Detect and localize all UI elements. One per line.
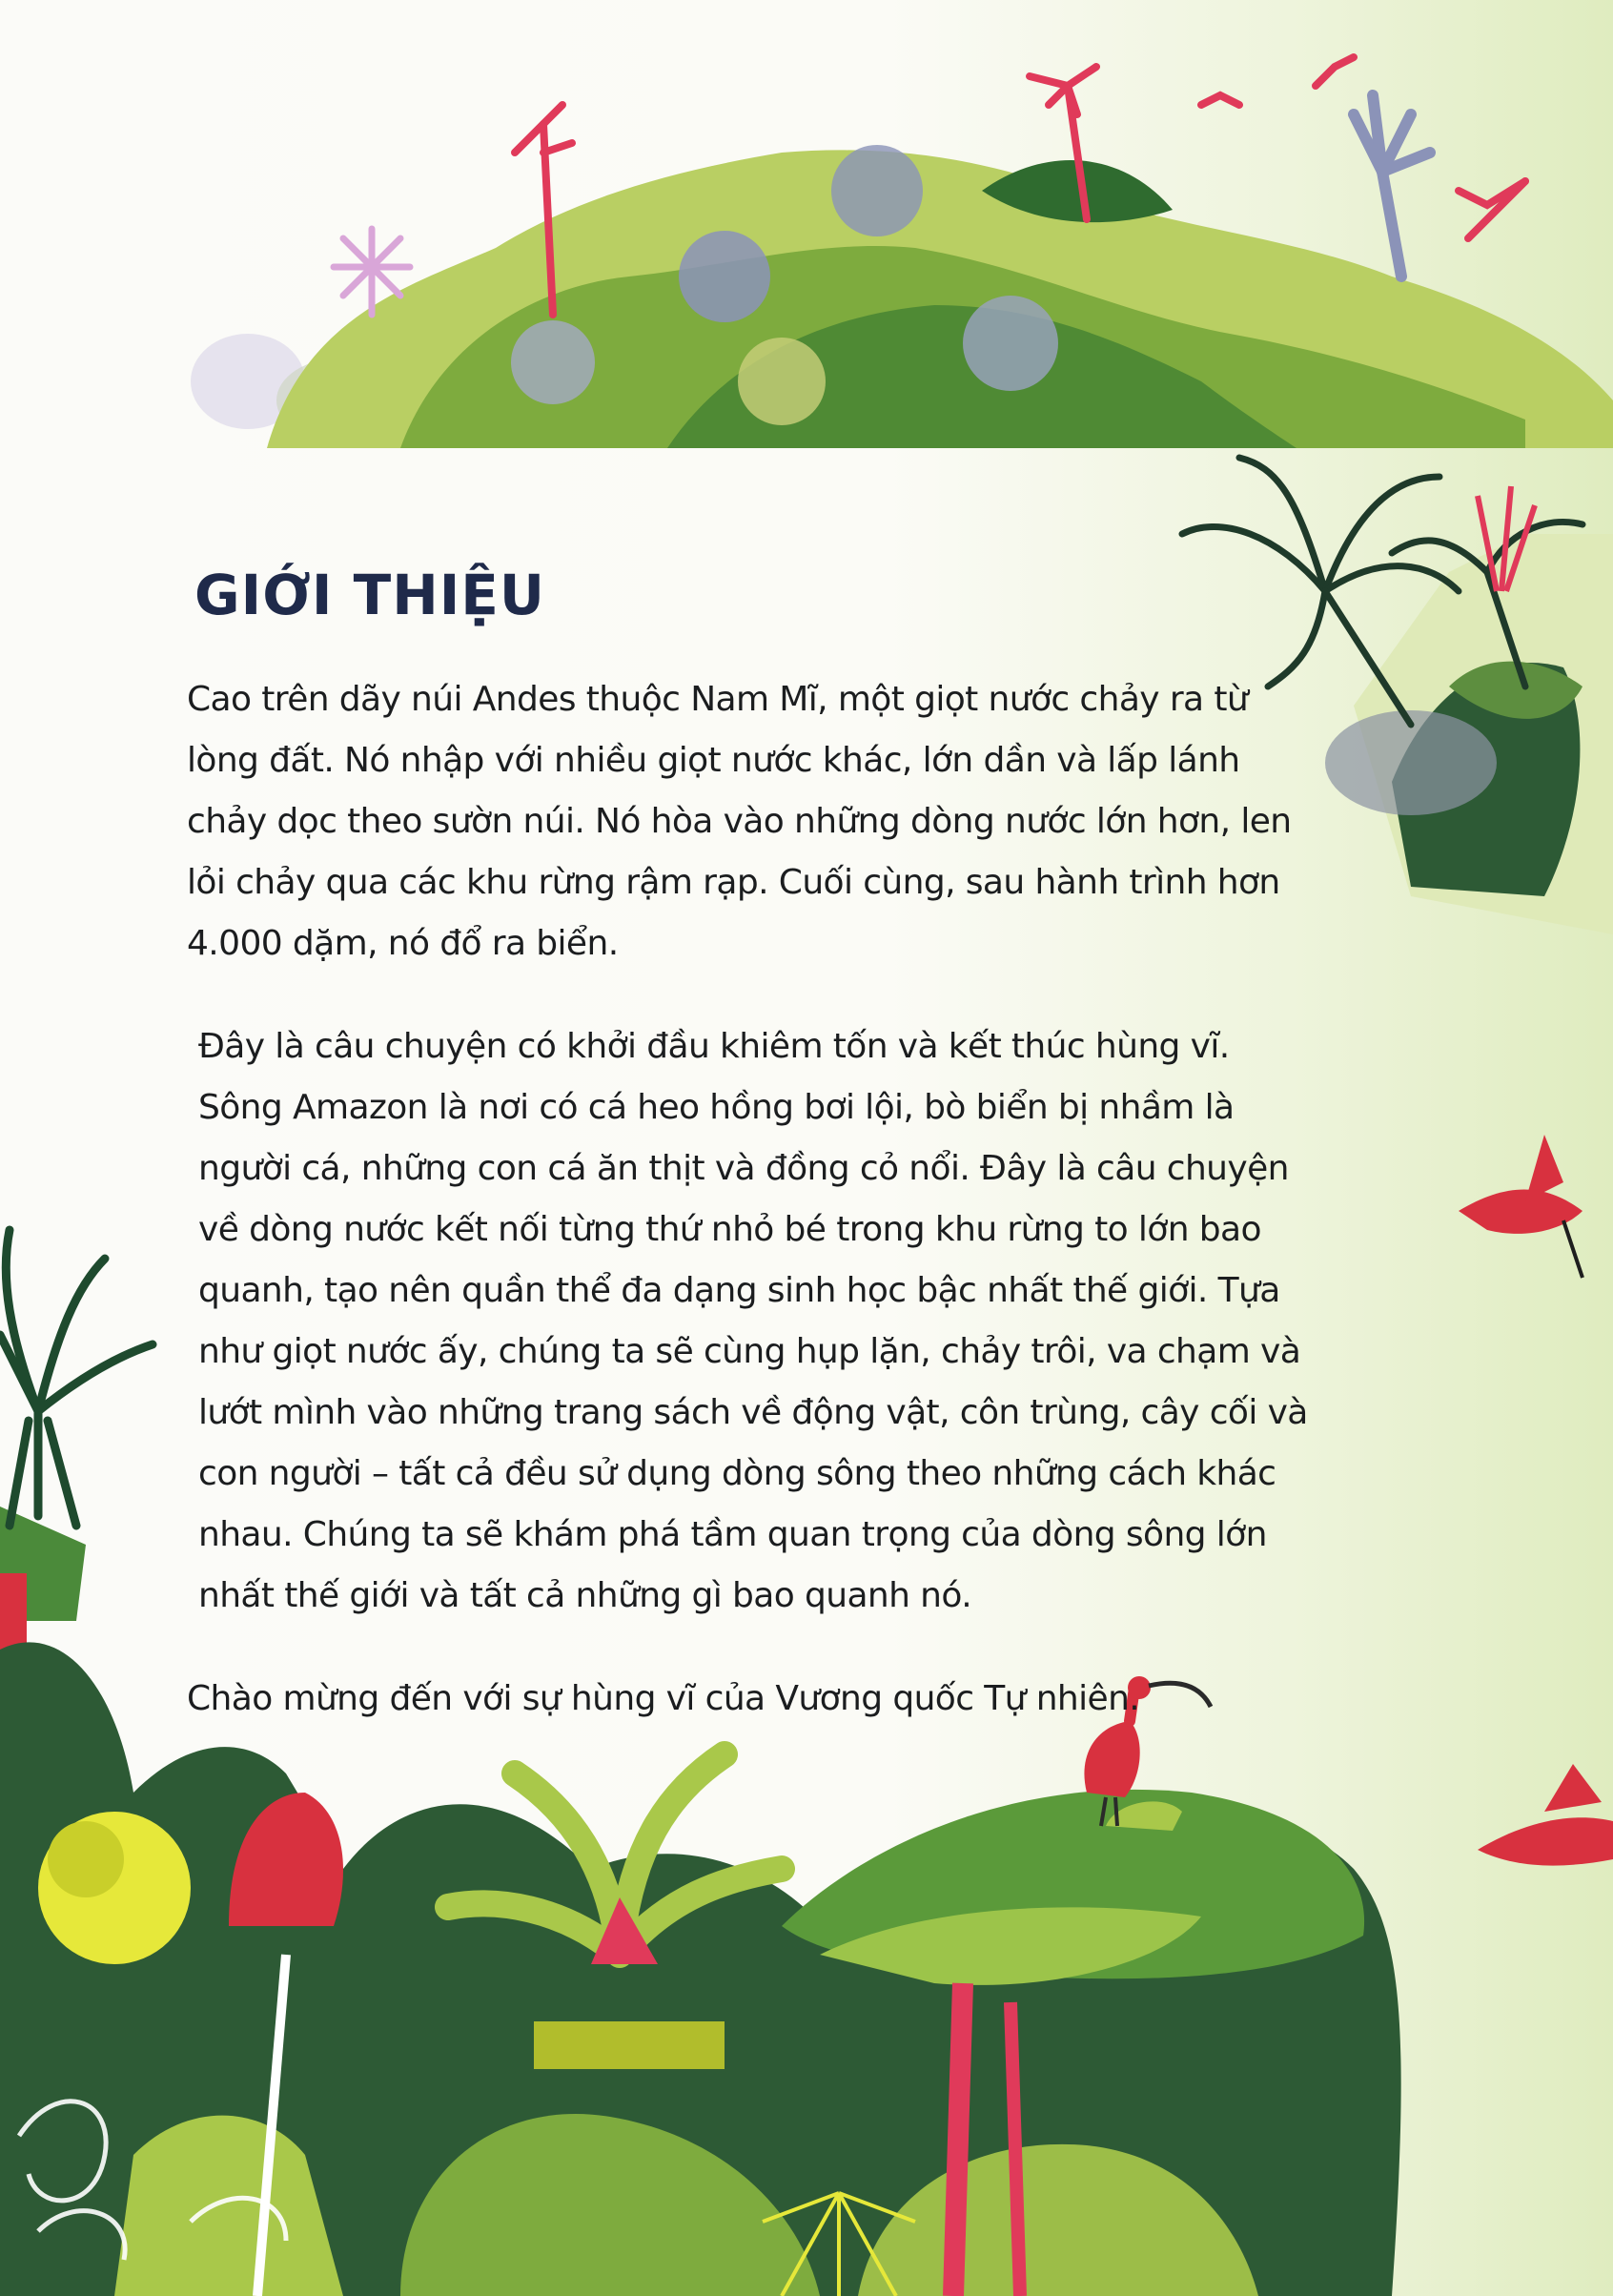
blue-plant-icon [1354, 95, 1430, 277]
jungle-hill-top-icon [191, 145, 1613, 448]
flying-bird-icon [1459, 1135, 1582, 1278]
intro-text-block [187, 563, 1312, 1772]
welcome-paragraph: Chào mừng đến với sự hùng vĩ của Vương quốc Tự nhiên. [187, 1679, 1140, 1718]
flying-bird-icon [1478, 1764, 1613, 1866]
intro-paragraph: Đây là câu chuyện có khởi đầu khiêm tốn và kết thúc hùng vĩ. Sông Amazon là nơi có cá heo hồng bơi lội, bò biển bị nhầm là người cá, những con cá ăn thịt và đồng cỏ nổi. Đây là câu chuyện về dòng nước kết nối từng thứ nhỏ bé trong khu rừng to lớn bao quanh, tạo nên quần thể đa dạng sinh học bậc nhất thế giới. Tựa như giọt nước ấy, chúng ta sẽ cùng hụp lặn, chảy trôi, va chạm và lướt mình vào những trang sách về động vật, côn trùng, cây cối và con người – tất cả đều sử dụng dòng sông theo những cách khác nhau. Chúng ta sẽ khám phá tầm quan trọng của dòng sông lớn nhất thế giới và tất cả những gì bao quanh nó. [198, 1027, 1308, 1615]
page-title: GIỚI THIỆU [194, 563, 546, 627]
intro-paragraph: Cao trên dãy núi Andes thuộc Nam Mĩ, một giọt nước chảy ra từ lòng đất. Nó nhập với nhiều giọt nước khác, lớn dần và lấp lánh chảy dọc theo sườn núi. Nó hòa vào những dòng nước lớn hơn, len lỏi chảy qua các khu rừng rậm rạp. Cuối cùng, sau hành trình hơn 4.000 dặm, nó đổ ra biển. [187, 680, 1292, 963]
